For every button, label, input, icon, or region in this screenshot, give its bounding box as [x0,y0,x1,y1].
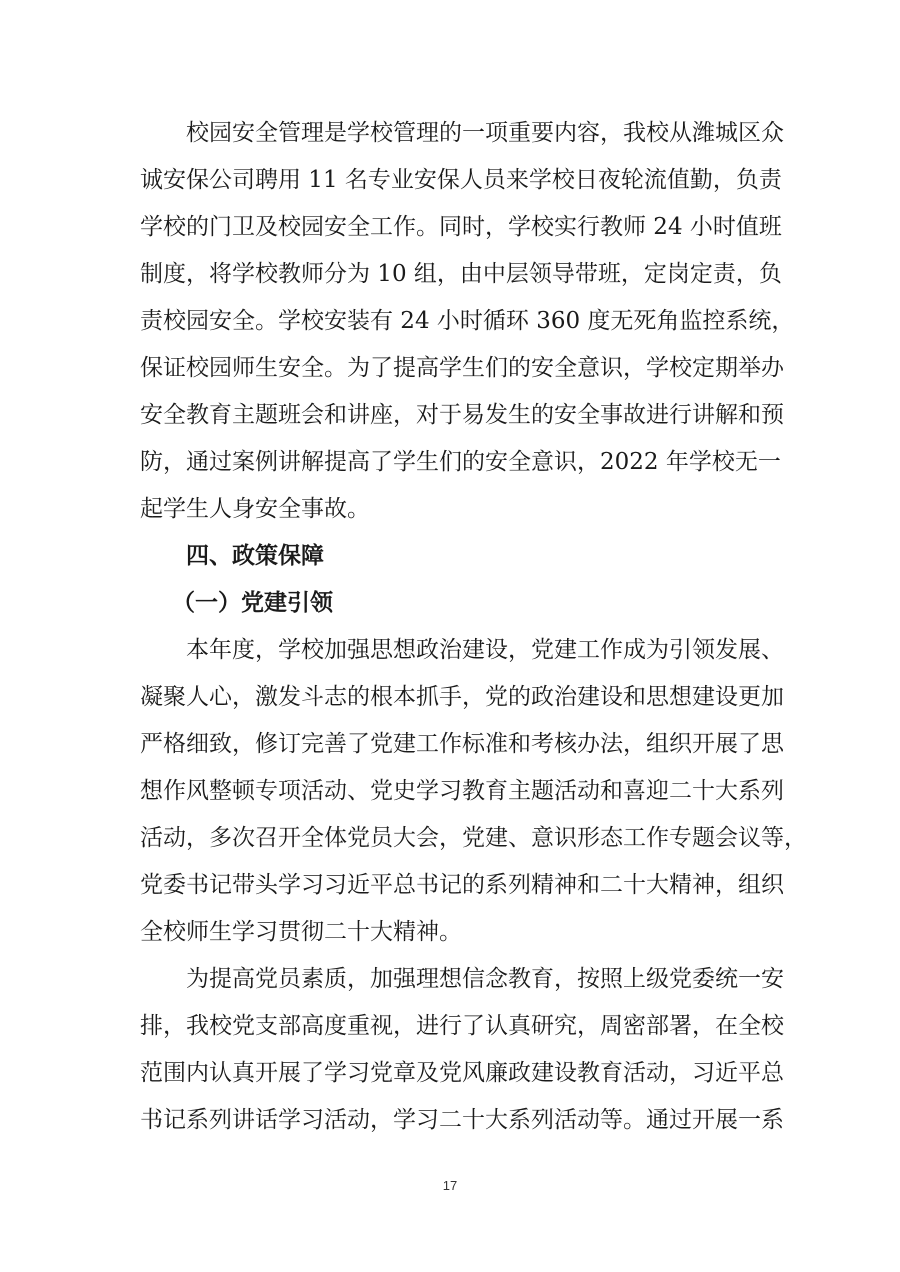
section-heading: 四、政策保障 [186,543,324,569]
subsection-heading: （一）党建引领 [172,590,333,616]
page-number: 17 [442,1178,458,1193]
paragraph-3-line-3: 范围内认真开展了学习党章及党风廉政建设教育活动，习近平总 [140,1060,784,1086]
paragraph-1-line-6: 保证校园师生安全。为了提高学生们的安全意识，学校定期举办 [140,355,784,381]
paragraph-3-line-4: 书记系列讲话学习活动，学习二十大系列活动等。通过开展一系 [140,1107,784,1133]
paragraph-1-line-2: 诚安保公司聘用 11 名专业安保人员来学校日夜轮流值勤，负责 [140,167,782,193]
paragraph-1-line-3: 学校的门卫及校园安全工作。同时，学校实行教师 24 小时值班 [140,214,782,240]
paragraph-2-line-3: 严格细致，修订完善了党建工作标准和考核办法，组织开展了思 [140,731,784,757]
paragraph-2-line-6: 党委书记带头学习习近平总书记的系列精神和二十大精神，组织 [140,872,784,898]
paragraph-1-line-1: 校园安全管理是学校管理的一项重要内容，我校从潍城区众 [186,120,784,146]
paragraph-2-line-5: 活动，多次召开全体党员大会，党建、意识形态工作专题会议等， [140,825,807,851]
paragraph-1-line-8: 防，通过案例讲解提高了学生们的安全意识，2022 年学校无一 [140,449,781,475]
paragraph-2-line-1: 本年度，学校加强思想政治建设，党建工作成为引领发展、 [186,637,784,663]
paragraph-2-line-2: 凝聚人心，激发斗志的根本抓手，党的政治建设和思想建设更加 [140,684,784,710]
paragraph-1-line-7: 安全教育主题班会和讲座，对于易发生的安全事故进行讲解和预 [140,402,784,428]
paragraph-3-line-2: 排，我校党支部高度重视，进行了认真研究，周密部署，在全校 [140,1013,784,1039]
paragraph-1-line-4: 制度，将学校教师分为 10 组，由中层领导带班，定岗定责，负 [140,261,782,287]
paragraph-2-line-7: 全校师生学习贯彻二十大精神。 [140,919,462,945]
paragraph-1-line-9: 起学生人身安全事故。 [140,496,370,522]
paragraph-3-line-1: 为提高党员素质，加强理想信念教育，按照上级党委统一安 [186,966,784,992]
paragraph-2-line-4: 想作风整顿专项活动、党史学习教育主题活动和喜迎二十大系列 [140,778,784,804]
paragraph-1-line-5: 责校园安全。学校安装有 24 小时循环 360 度无死角监控系统， [140,308,795,334]
